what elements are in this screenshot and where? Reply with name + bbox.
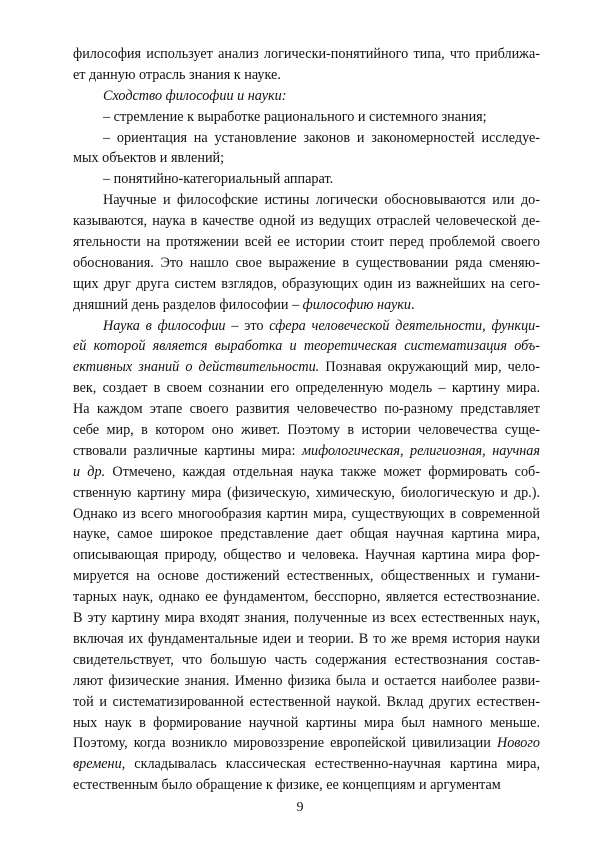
page-number: 9 [296, 800, 304, 815]
text-line: Наука в философии – это сфера человеческой деятельности, функци- [103, 317, 540, 334]
text-line: той и систематизированной естественной наукой. Вклад других естествен- [73, 693, 540, 710]
text-line: казываются, наука в качестве одной из ведущих отраслей человеческой де- [73, 213, 540, 230]
list-item: – стремление к выработке рационального и системного знания; [103, 108, 487, 125]
text-line: ляют физические знания. Именно физика была и остается наиболее разви- [73, 672, 540, 689]
text-line: себе мир, в котором оно живет. Поэтому в истории человечества суще- [73, 422, 540, 439]
text-line: мируется на основе достижений естественных, общественных и гумани- [73, 568, 540, 585]
text-line: естественным было обращение к физике, ее концепциям и аргументам [73, 777, 501, 794]
text-line: философия использует анализ логически-понятийного типа, что приближа- [73, 46, 540, 62]
list-item: – ориентация на установление законов и закономерностей исследуе- [103, 129, 540, 146]
text-line: ных наук в формирование научной картины мира был намного меньше. [73, 714, 540, 731]
text-line: Однако из всего многообразия картин мира, существующих в современной [73, 505, 540, 522]
text-line: ей которой является выработка и теоретическая систематизация объ- [73, 338, 540, 355]
text-line: Научные и философские истины логически обосновываются или до- [103, 192, 540, 209]
text-line: тарных наук, однако ее фундаментом, бесспорно, является естествознание. [73, 589, 540, 606]
text-line: включая их фундаментальные идеи и теории. В то же время история науки [73, 630, 540, 647]
text-line: ет данную отрасль знания к науке. [73, 66, 281, 83]
text-line: свидетельствует, что большую часть содержания естествознания состав- [73, 651, 540, 668]
text-line: ективных знаний о действительности. Познавая окружающий мир, чело- [73, 359, 541, 376]
text-line: описывающая природу, общество и человека. Научная картина мира фор- [73, 547, 540, 564]
list-item: мых объектов и явлений; [73, 150, 225, 167]
text-line: науке, самое широкое представление дает общая научная картина мира, [73, 526, 540, 543]
section-heading: Сходство философии и науки: [103, 87, 287, 104]
text-line: На каждом этапе своего развития человечество по-разному представляет [73, 401, 540, 418]
text-line: ствовали различные картины мира: мифологическая, религиозная, научная [73, 442, 540, 459]
text-line: ятельности на протяжении всей ее истории стоит перед проблемой своего [73, 234, 540, 251]
text-line: век, создает в своем сознании его определенную модель – картину мира. [73, 380, 540, 397]
text-line: щих друг друга систем взглядов, образующих один из важнейших на сего- [73, 275, 540, 292]
text-line: В эту картину мира входят знания, полученные из всех естественных наук, [73, 610, 540, 627]
text-line: Поэтому, когда возникло мировоззрение европейской цивилизации Нового [73, 735, 540, 752]
page-body [73, 44, 540, 796]
text-line: дняшний день разделов философии – философию науки. [73, 296, 415, 313]
text-line: ственную картину мира (физическую, химическую, биологическую и др.). [73, 484, 540, 501]
text-line: времени, складывалась классическая естественно-научная картина мира, [73, 756, 540, 773]
list-item: – понятийно-категориальный аппарат. [103, 171, 334, 188]
text-line: и др. Отмечено, каждая отдельная наука также может формировать соб- [73, 463, 540, 480]
text-line: обоснования. Это нашло свое выражение в существовании ряда сменяю- [73, 254, 540, 271]
